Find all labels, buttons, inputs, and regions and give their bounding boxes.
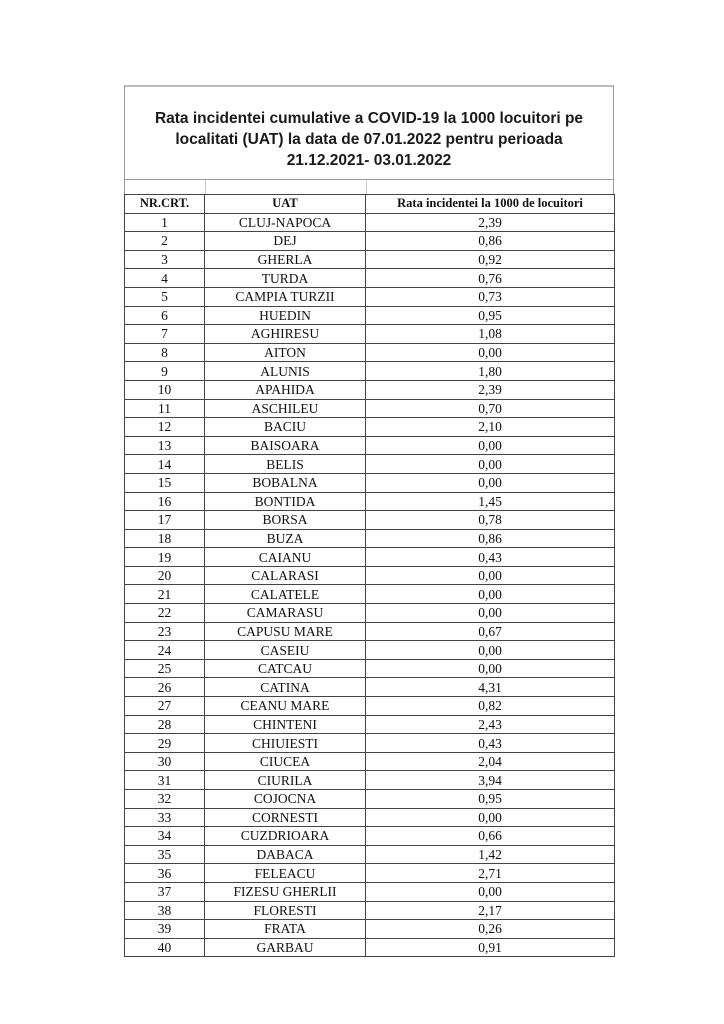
document-frame xyxy=(124,85,614,955)
cell-uat: CUZDRIOARA xyxy=(205,827,366,846)
cell-uat: FIZESU GHERLII xyxy=(205,882,366,901)
cell-nr-crt: 36 xyxy=(125,864,205,883)
table-row xyxy=(125,882,615,901)
cell-rate: 0,43 xyxy=(366,734,615,753)
cell-nr-crt: 16 xyxy=(125,492,205,511)
spacer-row xyxy=(124,179,614,194)
cell-nr-crt: 30 xyxy=(125,752,205,771)
cell-rate: 0,86 xyxy=(366,232,615,251)
cell-rate: 3,94 xyxy=(366,771,615,790)
cell-nr-crt: 25 xyxy=(125,659,205,678)
table-row xyxy=(125,473,615,492)
cell-nr-crt: 26 xyxy=(125,678,205,697)
cell-uat: CIURILA xyxy=(205,771,366,790)
cell-rate: 1,80 xyxy=(366,362,615,381)
cell-uat: GHERLA xyxy=(205,250,366,269)
cell-uat: BAISOARA xyxy=(205,436,366,455)
table-header-row xyxy=(125,195,615,214)
table-row xyxy=(125,511,615,530)
table-row xyxy=(125,659,615,678)
cell-rate: 4,31 xyxy=(366,678,615,697)
cell-rate: 2,10 xyxy=(366,418,615,437)
cell-uat: CORNESTI xyxy=(205,808,366,827)
cell-nr-crt: 22 xyxy=(125,604,205,623)
table-row xyxy=(125,604,615,623)
cell-uat: HUEDIN xyxy=(205,306,366,325)
cell-nr-crt: 15 xyxy=(125,473,205,492)
cell-rate: 1,08 xyxy=(366,325,615,344)
cell-nr-crt: 12 xyxy=(125,418,205,437)
cell-rate: 0,00 xyxy=(366,882,615,901)
cell-rate: 2,39 xyxy=(366,380,615,399)
cell-rate: 0,00 xyxy=(366,585,615,604)
table-row xyxy=(125,566,615,585)
cell-nr-crt: 37 xyxy=(125,882,205,901)
table-row xyxy=(125,938,615,957)
table-row xyxy=(125,436,615,455)
cell-uat: BONTIDA xyxy=(205,492,366,511)
cell-rate: 0,91 xyxy=(366,938,615,957)
cell-uat: CLUJ-NAPOCA xyxy=(205,213,366,232)
cell-nr-crt: 4 xyxy=(125,269,205,288)
cell-uat: DABACA xyxy=(205,845,366,864)
cell-uat: CHINTENI xyxy=(205,715,366,734)
cell-uat: CHIUIESTI xyxy=(205,734,366,753)
cell-nr-crt: 10 xyxy=(125,380,205,399)
cell-rate: 2,04 xyxy=(366,752,615,771)
cell-nr-crt: 17 xyxy=(125,511,205,530)
cell-nr-crt: 11 xyxy=(125,399,205,418)
table-row xyxy=(125,362,615,381)
cell-nr-crt: 23 xyxy=(125,622,205,641)
table-row xyxy=(125,808,615,827)
table-row xyxy=(125,287,615,306)
cell-nr-crt: 8 xyxy=(125,343,205,362)
table-row xyxy=(125,845,615,864)
cell-rate: 2,17 xyxy=(366,901,615,920)
cell-rate: 1,42 xyxy=(366,845,615,864)
cell-nr-crt: 27 xyxy=(125,697,205,716)
table-row xyxy=(125,213,615,232)
cell-nr-crt: 21 xyxy=(125,585,205,604)
cell-uat: CIUCEA xyxy=(205,752,366,771)
cell-uat: CATINA xyxy=(205,678,366,697)
cell-uat: AITON xyxy=(205,343,366,362)
cell-uat: CALATELE xyxy=(205,585,366,604)
header-uat: UAT xyxy=(205,195,366,214)
table-row xyxy=(125,269,615,288)
table-row xyxy=(125,529,615,548)
cell-rate: 0,92 xyxy=(366,250,615,269)
cell-nr-crt: 13 xyxy=(125,436,205,455)
table-row xyxy=(125,306,615,325)
cell-nr-crt: 35 xyxy=(125,845,205,864)
cell-rate: 1,45 xyxy=(366,492,615,511)
table-row xyxy=(125,250,615,269)
title-box xyxy=(124,85,614,179)
cell-rate: 0,43 xyxy=(366,548,615,567)
cell-nr-crt: 28 xyxy=(125,715,205,734)
header-rate: Rata incidentei la 1000 de locuitori xyxy=(366,195,615,214)
cell-rate: 0,76 xyxy=(366,269,615,288)
cell-rate: 0,00 xyxy=(366,808,615,827)
cell-rate: 2,39 xyxy=(366,213,615,232)
table-row xyxy=(125,920,615,939)
cell-nr-crt: 5 xyxy=(125,287,205,306)
cell-rate: 0,82 xyxy=(366,697,615,716)
cell-uat: CATCAU xyxy=(205,659,366,678)
title-line-2: localitati (UAT) la data de 07.01.2022 pentru perioada xyxy=(175,131,563,148)
cell-uat: FLORESTI xyxy=(205,901,366,920)
cell-uat: ALUNIS xyxy=(205,362,366,381)
table-body xyxy=(125,213,615,957)
table-row xyxy=(125,622,615,641)
table-row xyxy=(125,678,615,697)
cell-uat: FRATA xyxy=(205,920,366,939)
table-row xyxy=(125,697,615,716)
title-line-3: 21.12.2021- 03.01.2022 xyxy=(286,152,452,169)
cell-nr-crt: 18 xyxy=(125,529,205,548)
cell-rate: 0,78 xyxy=(366,511,615,530)
table-row xyxy=(125,901,615,920)
table-row xyxy=(125,641,615,660)
cell-rate: 2,43 xyxy=(366,715,615,734)
cell-uat: APAHIDA xyxy=(205,380,366,399)
cell-uat: CEANU MARE xyxy=(205,697,366,716)
table-row xyxy=(125,752,615,771)
cell-nr-crt: 40 xyxy=(125,938,205,957)
cell-rate: 0,26 xyxy=(366,920,615,939)
cell-rate: 0,00 xyxy=(366,455,615,474)
spacer-divider xyxy=(366,180,367,194)
cell-nr-crt: 20 xyxy=(125,566,205,585)
cell-uat: CAPUSU MARE xyxy=(205,622,366,641)
table-row xyxy=(125,548,615,567)
cell-rate: 0,00 xyxy=(366,641,615,660)
cell-nr-crt: 32 xyxy=(125,790,205,809)
cell-uat: CALARASI xyxy=(205,566,366,585)
cell-rate: 0,73 xyxy=(366,287,615,306)
cell-uat: CAMARASU xyxy=(205,604,366,623)
cell-uat: FELEACU xyxy=(205,864,366,883)
table-row xyxy=(125,325,615,344)
cell-rate: 0,00 xyxy=(366,604,615,623)
table-row xyxy=(125,399,615,418)
cell-nr-crt: 31 xyxy=(125,771,205,790)
cell-uat: AGHIRESU xyxy=(205,325,366,344)
cell-rate: 0,67 xyxy=(366,622,615,641)
cell-nr-crt: 7 xyxy=(125,325,205,344)
table-row xyxy=(125,715,615,734)
table-row xyxy=(125,734,615,753)
table-row xyxy=(125,790,615,809)
cell-rate: 2,71 xyxy=(366,864,615,883)
cell-uat: TURDA xyxy=(205,269,366,288)
cell-rate: 0,66 xyxy=(366,827,615,846)
cell-nr-crt: 29 xyxy=(125,734,205,753)
cell-nr-crt: 1 xyxy=(125,213,205,232)
table-row xyxy=(125,585,615,604)
cell-rate: 0,00 xyxy=(366,566,615,585)
table-row xyxy=(125,380,615,399)
cell-nr-crt: 6 xyxy=(125,306,205,325)
cell-rate: 0,00 xyxy=(366,659,615,678)
cell-uat: GARBAU xyxy=(205,938,366,957)
cell-uat: BACIU xyxy=(205,418,366,437)
cell-uat: BORSA xyxy=(205,511,366,530)
cell-rate: 0,95 xyxy=(366,790,615,809)
cell-nr-crt: 14 xyxy=(125,455,205,474)
table-row xyxy=(125,771,615,790)
cell-uat: BOBALNA xyxy=(205,473,366,492)
cell-nr-crt: 24 xyxy=(125,641,205,660)
cell-rate: 0,70 xyxy=(366,399,615,418)
cell-nr-crt: 38 xyxy=(125,901,205,920)
table-row xyxy=(125,864,615,883)
table-row xyxy=(125,827,615,846)
cell-rate: 0,95 xyxy=(366,306,615,325)
cell-rate: 0,86 xyxy=(366,529,615,548)
incidence-table xyxy=(124,194,615,957)
cell-uat: DEJ xyxy=(205,232,366,251)
title-line-1: Rata incidentei cumulative a COVID-19 la 1000 locuitori pe xyxy=(154,110,584,127)
spacer-divider xyxy=(205,180,206,194)
cell-uat: CASEIU xyxy=(205,641,366,660)
cell-uat: CAIANU xyxy=(205,548,366,567)
table-row xyxy=(125,492,615,511)
table-row xyxy=(125,455,615,474)
cell-nr-crt: 39 xyxy=(125,920,205,939)
cell-uat: COJOCNA xyxy=(205,790,366,809)
cell-nr-crt: 34 xyxy=(125,827,205,846)
cell-nr-crt: 33 xyxy=(125,808,205,827)
cell-nr-crt: 2 xyxy=(125,232,205,251)
table-row xyxy=(125,343,615,362)
header-nr-crt: NR.CRT. xyxy=(125,195,205,214)
cell-nr-crt: 19 xyxy=(125,548,205,567)
cell-uat: BUZA xyxy=(205,529,366,548)
cell-nr-crt: 9 xyxy=(125,362,205,381)
cell-rate: 0,00 xyxy=(366,473,615,492)
cell-rate: 0,00 xyxy=(366,436,615,455)
cell-rate: 0,00 xyxy=(366,343,615,362)
table-row xyxy=(125,418,615,437)
cell-uat: BELIS xyxy=(205,455,366,474)
cell-uat: CAMPIA TURZII xyxy=(205,287,366,306)
table-row xyxy=(125,232,615,251)
cell-uat: ASCHILEU xyxy=(205,399,366,418)
cell-nr-crt: 3 xyxy=(125,250,205,269)
